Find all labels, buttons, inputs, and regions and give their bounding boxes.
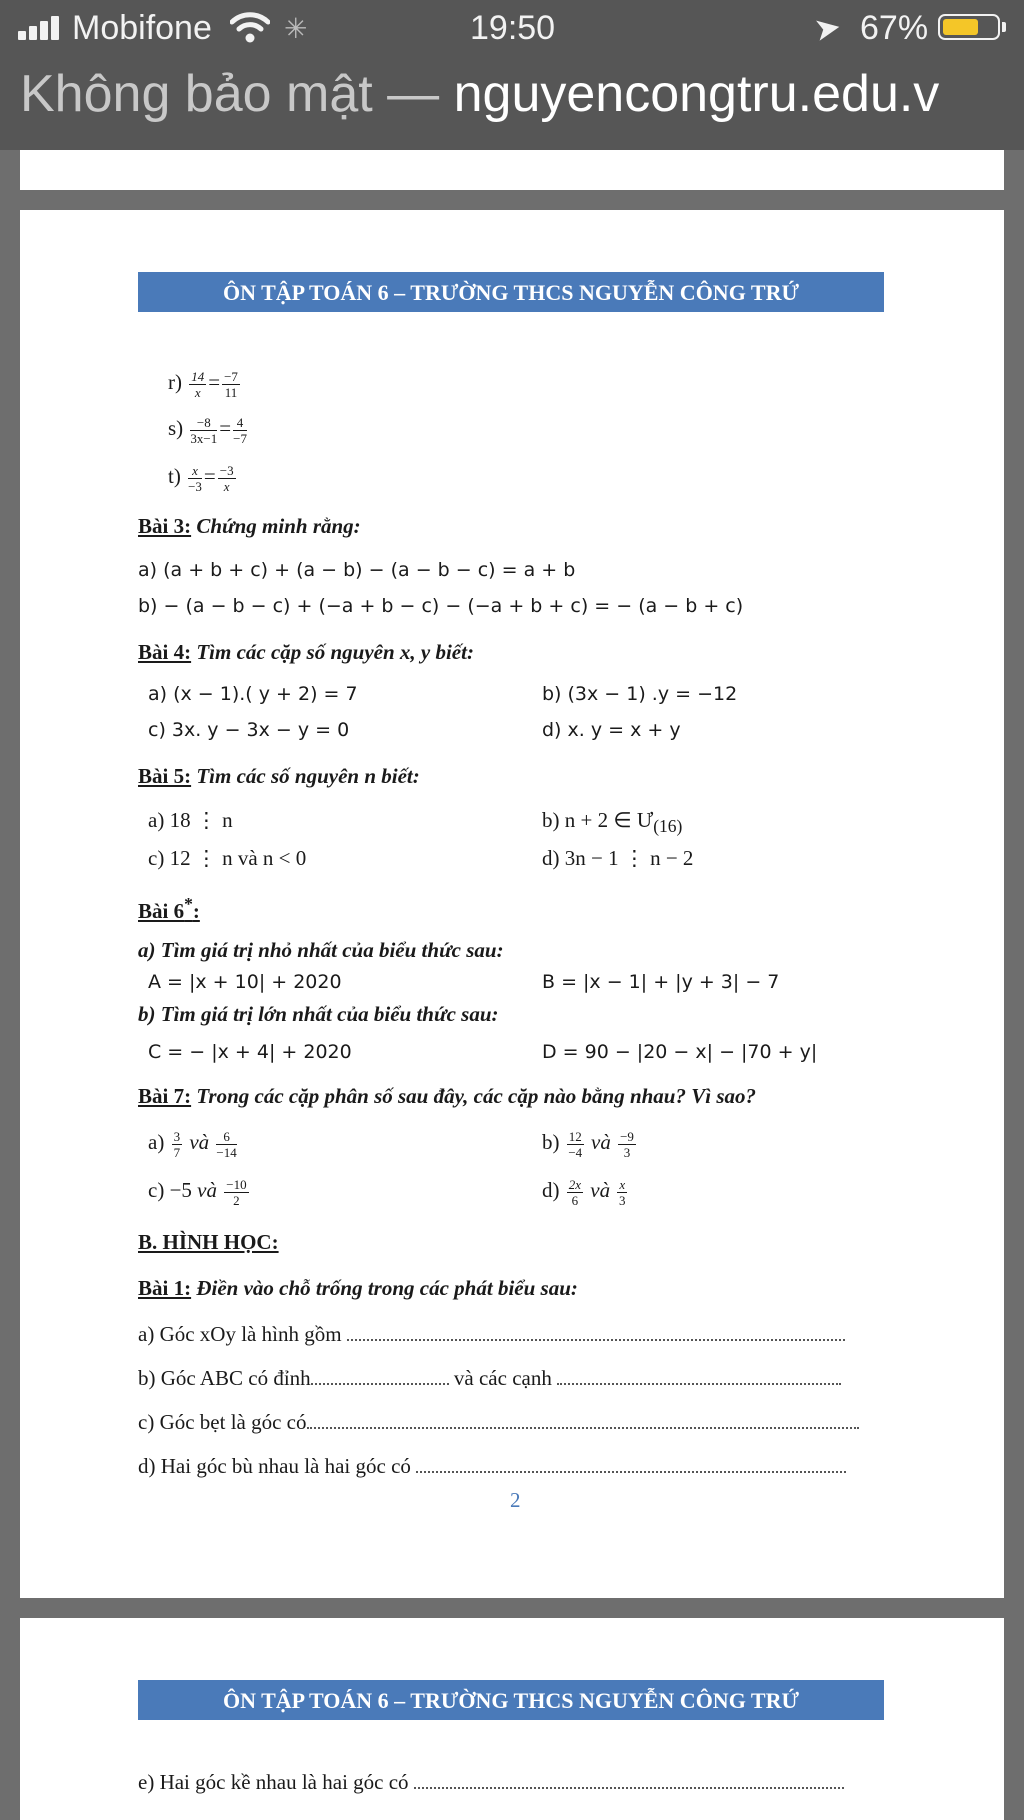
bai6-A: A = |x + 10| + 2020: [148, 971, 342, 993]
exercise-t: t) $\frac{x}{-3}$ = $\frac{-3}{x}$: [168, 462, 234, 494]
battery-percent: 67%: [860, 9, 929, 47]
bai5-a: a) 18 ⋮ n: [148, 808, 233, 832]
exercise-r: r) $\frac{14}{x}$ = $\frac{-7}{11}$: [168, 368, 238, 400]
bai5-b: b) n + 2 ∈ $Ư_{(16)}$: [542, 808, 683, 837]
exercise-s: s) $\frac{-8}{3x-1}$ = $\frac{4}{-7}$: [168, 414, 247, 446]
hh1-d: d) Hai góc bù nhau là hai góc có: [138, 1452, 846, 1480]
page-header-banner: ÔN TẬP TOÁN 6 – TRƯỜNG THCS NGUYỄN CÔNG TRỨ: [138, 272, 884, 312]
bai7-a: a) $\frac{3}{7}$ và $\frac{6}{-14}$: [148, 1128, 237, 1160]
bai4-b: b) (3x − 1) .y = −12: [542, 683, 738, 705]
bai7-b: b) $\frac{12}{-4}$ và $\frac{-9}{3}$: [542, 1128, 634, 1160]
hh1-e: e) Hai góc kề nhau là hai góc có: [138, 1768, 844, 1796]
blank-line: [311, 1367, 449, 1385]
bai6-B: B = |x − 1| + |y + 3| − 7: [542, 971, 780, 993]
bai6-b-text: b) Tìm giá trị lớn nhất của biểu thức sau:: [138, 1002, 499, 1026]
carrier-name: Mobifone: [72, 9, 212, 47]
bai4-d: d) x. y = x + y: [542, 719, 681, 741]
previous-page-bottom: [20, 150, 1004, 190]
status-bar: [0, 0, 1024, 56]
bai5-heading: Bài 5: Tìm các số nguyên n biết:: [138, 764, 420, 788]
activity-spinner-icon: ✳: [284, 13, 308, 44]
bai4-a: a) (x − 1).( y + 2) = 7: [148, 683, 358, 705]
not-secure-label: Không bảo mật —: [20, 65, 440, 123]
location-arrow-icon: ➤: [811, 7, 844, 49]
bai5-c: c) 12 ⋮ n và n < 0: [148, 846, 307, 870]
blank-line: [414, 1771, 844, 1789]
item-label: t): [168, 464, 181, 488]
bai7-d: d) $\frac{2x}{6}$ và $\frac{x}{3}$: [542, 1176, 626, 1208]
bai6-a-text: a) Tìm giá trị nhỏ nhất của biểu thức sau:: [138, 938, 504, 962]
blank-line: [416, 1455, 846, 1473]
clock: 19:50: [470, 9, 556, 47]
item-label: s): [168, 416, 184, 440]
bai3-heading: Bài 3: Chứng minh rằng:: [138, 514, 361, 538]
page-number: 2: [510, 1488, 521, 1512]
battery-icon: [938, 14, 1000, 40]
bai6-C: C = − |x + 4| + 2020: [148, 1041, 352, 1063]
hh1-a: a) Góc xOy là hình gồm: [138, 1320, 845, 1348]
bai6-heading: Bài 6*:: [138, 894, 200, 923]
bai3-a: a) (a + b + c) + (a − b) − (a − b − c) = a + b: [138, 559, 576, 581]
battery-cap: [1002, 22, 1006, 32]
hh1-c: c) Góc bẹt là góc có: [138, 1408, 859, 1436]
bai6-D: D = 90 − |20 − x| − |70 + y|: [542, 1041, 818, 1063]
item-label: r): [168, 370, 182, 394]
bai7-c: c) −5 và $\frac{-10}{2}$: [148, 1176, 247, 1208]
hh1-heading: Bài 1: Điền vào chỗ trống trong các phát biểu sau:: [138, 1276, 578, 1300]
address-bar[interactable]: [20, 60, 1024, 130]
bai7-heading: Bài 7: Trong các cặp phân số sau đây, các cặp nào bằng nhau? Vì sao?: [138, 1084, 757, 1108]
document-page-3: [20, 1618, 1004, 1820]
bai4-heading: Bài 4: Tìm các cặp số nguyên x, y biết:: [138, 640, 474, 664]
battery-fill: [943, 19, 978, 35]
document-page-2: [20, 210, 1004, 1598]
wifi-icon: [230, 10, 270, 44]
hh1-b: b) Góc ABC có đỉnh và các cạnh: [138, 1364, 841, 1392]
blank-line: [557, 1367, 841, 1385]
bai5-d: d) 3n − 1 ⋮ n − 2: [542, 846, 694, 870]
signal-strength-icon: [18, 16, 62, 40]
browser-top-bar: [0, 0, 1024, 150]
bai3-b: b) − (a − b − c) + (−a + b − c) − (−a + b + c) = − (a − b + c): [138, 595, 744, 617]
geometry-heading: B. HÌNH HỌC:: [138, 1230, 279, 1254]
blank-line: [307, 1411, 859, 1429]
page-header-banner: ÔN TẬP TOÁN 6 – TRƯỜNG THCS NGUYỄN CÔNG TRỨ: [138, 1680, 884, 1720]
bai4-c: c) 3x. y − 3x − y = 0: [148, 719, 350, 741]
blank-line: [347, 1323, 845, 1341]
url-text[interactable]: nguyencongtru.edu.v: [453, 65, 940, 123]
